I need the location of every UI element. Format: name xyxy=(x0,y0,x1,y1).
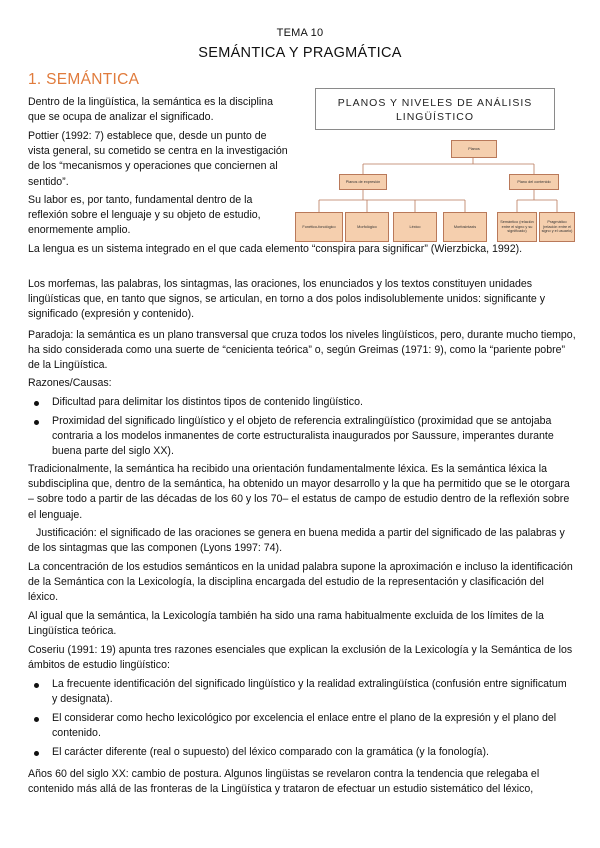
paragraph-8: Tradicionalmente, la semántica ha recibido una orientación fundamentalmente léxica. Es la semántica léxica la subdisciplina que, dentro de la semántica, ha obtenido un mayor desarrollo y la que ha permitido que se le otorgara – sobre todo a partir de las décadas de los 60 y los 70– el estatus de campo de estudio dentro de la reflexión sobre el lenguaje. xyxy=(28,463,570,521)
analysis-levels-diagram xyxy=(291,80,577,252)
list-item xyxy=(52,745,572,760)
node-plano-expresion: Planos de expresión xyxy=(339,174,387,190)
paragraph-2: Pottier (1992: 7) establece que, desde un punto de vista general, su cometido se centra en la investigación de los “mecanismos y operaciones que conciernen al sentido”. xyxy=(28,130,288,188)
paragraph-6: Paradoja: la semántica es un plano transversal que cruza todos los niveles lingüísticos, pero, durante mucho tiempo, ha sido considerada como una suerte de “cenicienta teórica” o, según Greimas (1971: 9), como la “pariente pobre” de la Lingüística. xyxy=(28,329,576,372)
paragraph-4: La lengua es un sistema integrado en el que cada elemento “conspira para significar” (Wierzbicka, 1992). xyxy=(28,243,523,255)
list-item xyxy=(52,677,572,707)
list-item xyxy=(52,711,572,741)
node-planos: Planos xyxy=(451,140,497,158)
paragraph-1: Dentro de la lingüística, la semántica es la disciplina que se ocupa de analizar el significado. xyxy=(28,96,273,124)
paragraph-9: Justificación: el significado de las oraciones se genera en buena medida a partir del significado de las palabras y de los sintagmas que las componen (Lyons 1997: 74). xyxy=(28,527,565,555)
node-plano-contenido: Plano del contenido xyxy=(509,174,559,190)
list-item xyxy=(52,414,572,460)
paragraph-7: Razones/Causas: xyxy=(28,377,112,389)
section-heading: 1. SEMÁNTICA xyxy=(28,71,140,88)
paragraph-12: Coseriu (1991: 19) apunta tres razones esenciales que explican la exclusión de la Lexicología y la Semántica de los ámbitos de estudio lingüístico: xyxy=(28,644,573,672)
paragraph-13: Años 60 del siglo XX: cambio de postura. Algunos lingüistas se revelaron contra la tendencia que relegaba el contenido más allá de las fronteras de la Lingüística y trataron de efectuar un estudio sistemático del léxico, xyxy=(28,768,540,796)
bullet-dot xyxy=(34,420,39,425)
node-pragmatico: Pragmático (relación entre el signo y el usuario) xyxy=(539,212,575,242)
paragraph-10: La concentración de los estudios semánticos en la unidad palabra supone la aproximación e incluso la identificación de la Semántica con la Lexicología, la disciplina encargada del estudio de la representación y clasificación del léxico. xyxy=(28,561,573,604)
diagram-title-line1: PLANOS Y NIVELES DE ANÁLISIS xyxy=(337,97,533,109)
bullet-dot xyxy=(34,683,39,688)
node-fonetico: Fonético-fonológico xyxy=(295,212,343,242)
node-lexico: Léxico xyxy=(393,212,437,242)
bullet-text: La frecuente identificación del significado lingüístico y la realidad extralingüística (confusión entre significatum y designata). xyxy=(52,678,567,706)
paragraph-3: Su labor es, por tanto, fundamental dentro de la reflexión sobre el lenguaje y su objeto de estudio, enormemente amplio. xyxy=(28,194,261,237)
paragraph-11: Al igual que la semántica, la Lexicología también ha sido una rama habitualmente excluida de los límites de la Lingüística teórica. xyxy=(28,610,544,638)
bullet-text: Dificultad para delimitar los distintos tipos de contenido lingüístico. xyxy=(52,396,363,408)
node-morfologico: Morfológico xyxy=(345,212,389,242)
node-morfosintaxis: Morfosintaxis xyxy=(443,212,487,242)
bullet-text: Proximidad del significado lingüístico y el objeto de referencia extralingüístico (proximidad que se antojaba contraria a los modelos inmanentes de corte estructuralista inaugurados por Saussure, imperantes durante buena parte del siglo XX). xyxy=(52,415,554,458)
bullet-text: El considerar como hecho lexicológico por excelencia el enlace entre el plano de la expresión y el plano del contenido. xyxy=(52,712,557,740)
list-item xyxy=(52,395,572,410)
node-semantico: Semántico (relación entre el signo y su significado) xyxy=(497,212,537,242)
bullet-text: El carácter diferente (real o supuesto) del léxico comparado con la gramática (y la fonología). xyxy=(52,746,489,758)
page-title: SEMÁNTICA Y PRAGMÁTICA xyxy=(198,45,402,61)
bullet-dot xyxy=(34,717,39,722)
bullet-dot xyxy=(34,751,39,756)
diagram-title-line2: LINGÜÍSTICO xyxy=(395,111,475,123)
topic-number: TEMA 10 xyxy=(276,27,324,39)
paragraph-5: Los morfemas, las palabras, los sintagmas, las oraciones, los enunciados y los textos constituyen unidades lingüísticas que, en tanto que signos, se articulan, en torno a dos polos indisolublemente unidos: significante y significado (expresión y contenido). xyxy=(28,278,546,321)
bullet-dot xyxy=(34,401,39,406)
